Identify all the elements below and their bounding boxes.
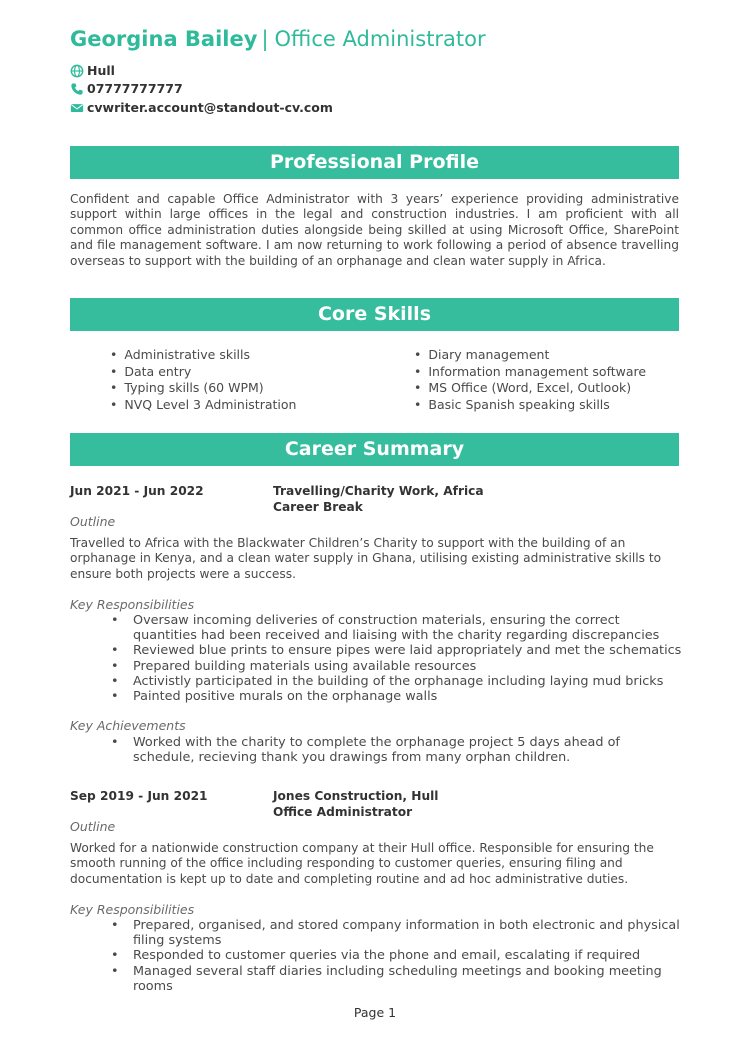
job-role: Career Break	[273, 499, 363, 514]
list-item: • Reviewed blue prints to ensure pipes were laid appropriately and met the schematics	[111, 643, 682, 659]
list-item: • Prepared, organised, and stored company information in both electronic and physical filing systems	[111, 918, 680, 949]
list-item: • Painted positive murals on the orphanage walls	[111, 689, 438, 705]
section-header-career: Career Summary	[70, 433, 679, 466]
job-outline: Travelled to Africa with the Blackwater Children’s Charity to support with the building of an orphanage in Kenya, and a clean water supply in Ghana, utilising existing administrative skills to ensure both projects were a success.	[70, 536, 662, 581]
achievements-list	[110, 735, 685, 765]
list-item: • Prepared building materials using available resources	[111, 658, 477, 674]
job-role: Office Administrator	[273, 804, 413, 819]
job-dates: Jun 2021 - Jun 2022	[70, 484, 204, 498]
job-outline: Worked for a nationwide construction company at their Hull office. Responsible for ensuring the smooth running of the office including responding to customer queries, ensuring filing and documentation is kept up to date and completing routine and ad hoc administrative duties.	[70, 841, 654, 886]
skill-item: • Data entry	[110, 363, 192, 379]
contact-phone	[70, 81, 183, 96]
responsibilities-label: Key Responsibilities	[70, 902, 195, 917]
responsibilities-list	[110, 918, 685, 994]
candidate-title: Office Administrator	[274, 27, 486, 51]
globe-icon	[70, 64, 84, 78]
job-dates: Sep 2019 - Jun 2021	[70, 789, 208, 803]
job-employer	[273, 484, 484, 515]
job-organisation: Travelling/Charity Work, Africa	[273, 484, 484, 498]
job-employer	[273, 789, 439, 820]
skill-item: • Basic Spanish speaking skills	[414, 396, 610, 412]
profile-text: Confident and capable Office Administrator with 3 years’ experience providing administrative support within large offices in the legal and construction industries. I am proficient with all common office administration duties alongside being skilled at using Microsoft Office, SharePoint and file management software. I am now returning to work following a period of absence travelling overseas to support with the building of an orphanage and clean water supply in Africa.	[70, 192, 679, 268]
outline-label: Outline	[70, 514, 116, 529]
skills-right-column	[414, 347, 646, 413]
title-separator: |	[261, 27, 269, 51]
envelope-icon	[70, 101, 84, 115]
section-header-skills: Core Skills	[70, 298, 679, 331]
list-item: • Responded to customer queries via the phone and email, escalating if required	[111, 948, 641, 964]
achievements-label: Key Achievements	[70, 718, 186, 733]
contact-email	[70, 100, 333, 115]
phone-icon	[70, 82, 84, 96]
list-item: • Activistly participated in the building of the orphanage including laying mud bricks	[111, 673, 664, 689]
skill-item: • Administrative skills	[110, 347, 251, 362]
list-item: • Oversaw incoming deliveries of construction materials, ensuring the correct quantities had been received and liaising with the charity regarding discrepancies	[111, 613, 660, 644]
outline-label: Outline	[70, 819, 116, 834]
responsibilities-list	[110, 613, 685, 704]
skill-item: • MS Office (Word, Excel, Outlook)	[414, 380, 632, 396]
skill-item: • Typing skills (60 WPM)	[110, 380, 264, 396]
section-header-profile: Professional Profile	[70, 146, 679, 179]
name-heading	[70, 27, 486, 51]
skills-left-column	[110, 347, 296, 413]
candidate-name: Georgina Bailey	[70, 27, 258, 51]
phone-text[interactable]: 07777777777	[87, 81, 183, 96]
job-organisation: Jones Construction, Hull	[273, 789, 439, 803]
skill-item: • Diary management	[414, 347, 550, 362]
location-text: Hull	[87, 63, 115, 78]
list-item: • Managed several staff diaries including scheduling meetings and booking meeting rooms	[111, 963, 662, 994]
email-link[interactable]: cvwriter.account@standout-cv.com	[87, 100, 333, 115]
skill-item: • Information management software	[414, 363, 647, 379]
list-item: • Worked with the charity to complete the orphanage project 5 days ahead of schedule, recieving thank you drawings from many orphan children.	[111, 735, 620, 766]
skill-item: • NVQ Level 3 Administration	[110, 396, 297, 412]
responsibilities-label: Key Responsibilities	[70, 597, 195, 612]
contact-location	[70, 63, 115, 78]
page-number: Page 1	[353, 1005, 397, 1020]
